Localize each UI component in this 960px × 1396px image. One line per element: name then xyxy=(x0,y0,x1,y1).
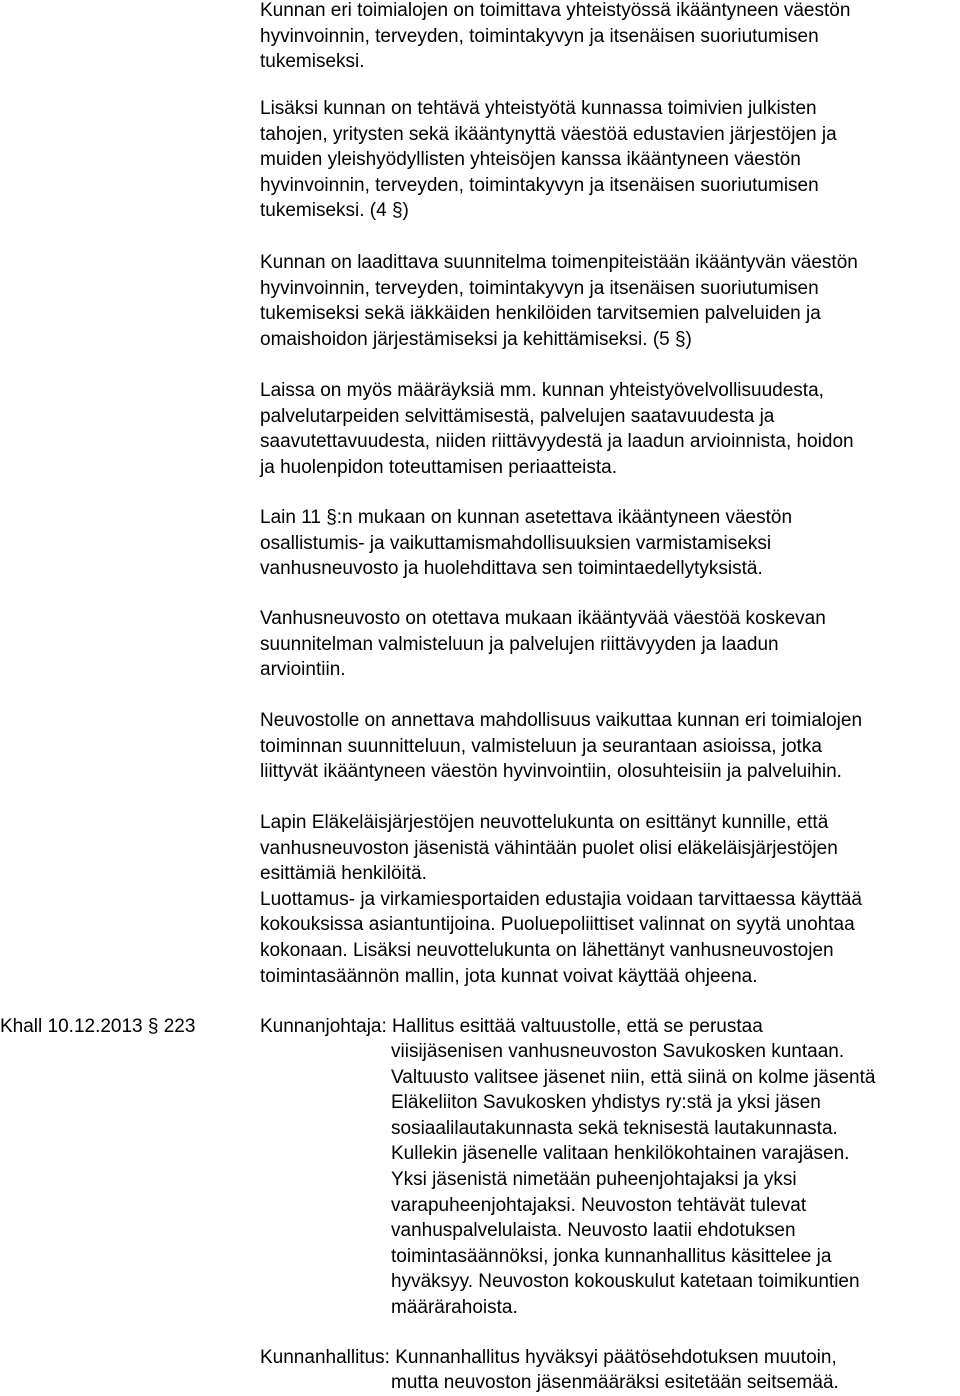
paragraph-cooperation-duty: Kunnan eri toimialojen on toimittava yhteistyössä ikääntyneen väestön hyvinvoinnin, terveyden, toimintakyvyn ja itsenäisen suoriutumisen tukemiseksi. xyxy=(260,0,851,73)
paragraph-law-provisions: Laissa on myös määräyksiä mm. kunnan yhteistyövelvollisuudesta, palvelutarpeiden selvittämisestä, palvelujen saatavuudesta ja saavutettavuudesta, niiden riittävyydestä ja laadun arvioinnista, hoidon ja huolenpidon toteuttamisen periaatteista. xyxy=(260,380,854,478)
proposal-body: viisijäsenisen vanhusneuvoston Savukosken kuntaan. Valtuusto valitsee jäsenet niin, että siinä on kolme jäsentä Eläkeliiton Savukosken yhdistys ry:stä ja yksi jäsen sosiaalilautakunnasta sekä teknisestä lautakunnasta. Kullekin jäsenelle valitaan henkilökohtainen varajäsen. Yksi jäsenistä nimetään puheenjohtajaksi ja yksi varapuheenjohtajaksi. Neuvoston tehtävät tulevat vanhuspalvelulaista. Neuvosto laatii ehdotuksen toimintasäännöksi, jonka kunnanhallitus käsittelee ja hyväksyy. Neuvoston kokouskulut katetaan toimikuntien määrärahoista. xyxy=(391,1041,876,1318)
paragraph-section-11: Lain 11 §:n mukaan on kunnan asetettava ikääntyneen väestön osallistumis- ja vaikuttamismahdollisuuksien varmistamiseksi vanhusneuvosto ja huolehdittava sen toimintaedellytyksistä. xyxy=(260,507,793,580)
paragraph-plan-requirement: Kunnan on laadittava suunnitelma toimenpiteistään ikääntyvän väestön hyvinvoinnin, terveyden, toimintakyvyn ja itsenäisen suoriutumisen tukemiseksi sekä iäkkäiden henkilöiden tarvitsemien palveluiden ja omaishoidon järjestämiseksi ja kehittämiseksi. (5 §) xyxy=(260,252,858,350)
paragraph-council-involvement: Vanhusneuvosto on otettava mukaan ikääntyvää väestöä koskevan suunnitelman valmisteluun ja palvelujen riittävyyden ja laadun arviointiin. xyxy=(260,608,826,681)
decision-body: mutta neuvoston jäsenmääräksi esitetään seitsemää. xyxy=(391,1372,839,1393)
paragraph-joint-work: Lisäksi kunnan on tehtävä yhteistyötä kunnassa toimivien julkisten tahojen, yritysten sekä ikääntynyttä väestöä edustavien järjestöjen ja muiden yleishyödyllisten yhteisöjen kanssa ikääntyneen väestön hyvinvoinnin, terveyden, toimintakyvyn ja itsenäisen suoriutumisen tukemiseksi. (4 §) xyxy=(260,98,837,222)
decision-lead: Kunnanhallitus: Kunnanhallitus hyväksyi päätösehdotuksen muutoin, xyxy=(260,1347,837,1368)
paragraph-council-influence: Neuvostolle on annettava mahdollisuus vaikuttaa kunnan eri toimialojen toiminnan suunnitteluun, valmisteluun ja seurantaan asioissa, jotka liittyvät ikääntyneen väestön hyvinvointiin, olosuhteisiin ja palveluihin. xyxy=(260,710,863,783)
decision-reference: Khall 10.12.2013 § 223 xyxy=(0,1016,196,1037)
proposal-lead: Kunnanjohtaja: Hallitus esittää valtuustolle, että se perustaa xyxy=(260,1016,763,1037)
paragraph-pensioner-recommendation: Lapin Eläkeläisjärjestöjen neuvottelukunta on esittänyt kunnille, että vanhusneuvoston jäsenistä vähintään puolet olisi eläkeläisjärjestöjen esittämiä henkilöitä. Luottamus- ja virkamiesportaiden edustajia voidaan tarvittaessa käyttää kokouksissa asiantuntijoina. Puoluepoliittiset valinnat on syytä unohtaa kokonaan. Lisäksi neuvottelukunta on lähettänyt vanhusneuvostojen toimintasäännön mallin, jota kunnat voivat käyttää ohjeena. xyxy=(260,812,862,987)
